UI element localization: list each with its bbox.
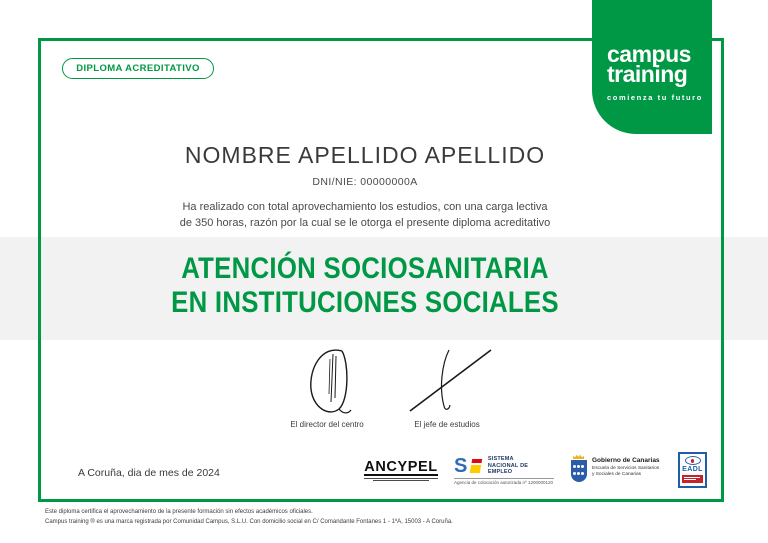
canarias-title: Gobierno de Canarias xyxy=(592,457,660,464)
ancypel-logo xyxy=(364,460,438,481)
ancypel-microtext-line1 xyxy=(364,478,438,479)
sne-logo-icon xyxy=(454,454,484,477)
sne-agency-number: Agencia de colocación autorizada nº 1200000120 xyxy=(454,478,554,486)
canarias-subtitle-line2: y Sociales de Canarias xyxy=(592,471,642,477)
sne-name xyxy=(488,456,554,476)
diploma-acreditativo-badge xyxy=(62,58,214,79)
course-title-line1: ATENCIÓN SOCIOSANITARIA xyxy=(181,252,549,285)
achievement-text-line2: de 350 horas, razón por la cual se le otorga el presente diploma acreditativo xyxy=(179,217,551,229)
sne-name-line2: NACIONAL DE EMPLEO xyxy=(487,462,529,475)
partner-logos-row xyxy=(360,450,716,494)
jefe-signature-label: El jefe de estudios xyxy=(414,420,480,429)
director-signature-icon xyxy=(302,344,354,420)
gobierno-canarias-logo xyxy=(570,452,660,482)
sistema-nacional-empleo-logo xyxy=(454,456,554,485)
jefe-signature-icon xyxy=(405,344,495,418)
canarias-crest-icon xyxy=(570,452,587,482)
eadl-wordmark: EADL xyxy=(682,466,703,473)
recipient-name: NOMBRE APELLIDO APELLIDO xyxy=(184,142,546,168)
ancypel-microtext-line2 xyxy=(373,480,429,481)
badge-label: DIPLOMA ACREDITATIVO xyxy=(76,63,200,74)
sne-name-line1: SISTEMA xyxy=(487,456,514,462)
canarias-subtitle-line1: Escuela de Servicios Sanitarios xyxy=(592,466,660,471)
sne-e-glyph xyxy=(470,459,482,473)
achievement-text xyxy=(38,199,692,231)
achievement-text-line1: Ha realizado con total aprovechamiento los estudios, con una carga lectiva xyxy=(182,201,548,213)
director-signature-label: El director del centro xyxy=(290,420,364,429)
recipient-dni: DNI/NIE: 00000000A xyxy=(312,176,418,188)
legal-line2: Campus training ® es una marca registrada por Comunidad Campus, S.L.U. Con domicilio social en C/ Comandante Fontanes 1 - 1ºA, 15003 - A Coruña. xyxy=(45,518,453,525)
issue-date: A Coruña, dia de mes de 2024 xyxy=(78,467,220,479)
eadl-globe-icon xyxy=(685,456,701,465)
legal-line1: Este diploma certifica el aprovechamiento de la presente formación sin efectos académicos oficiales. xyxy=(45,509,313,515)
logo-word-training: training xyxy=(607,61,688,87)
course-title xyxy=(84,252,646,320)
campus-training-logo xyxy=(592,0,712,134)
eadl-microtext xyxy=(682,475,703,483)
logo-tagline: comienza tu futuro xyxy=(607,93,703,102)
eadl-logo xyxy=(678,452,707,488)
canarias-subtitle xyxy=(592,466,660,478)
logo-word-campus: campus xyxy=(607,41,691,67)
legal-fine-print xyxy=(45,508,453,527)
course-title-line2: EN INSTITUCIONES SOCIALES xyxy=(171,286,559,319)
ancypel-wordmark: ANCYPEL xyxy=(364,459,438,475)
sne-s-glyph: S xyxy=(454,454,467,477)
